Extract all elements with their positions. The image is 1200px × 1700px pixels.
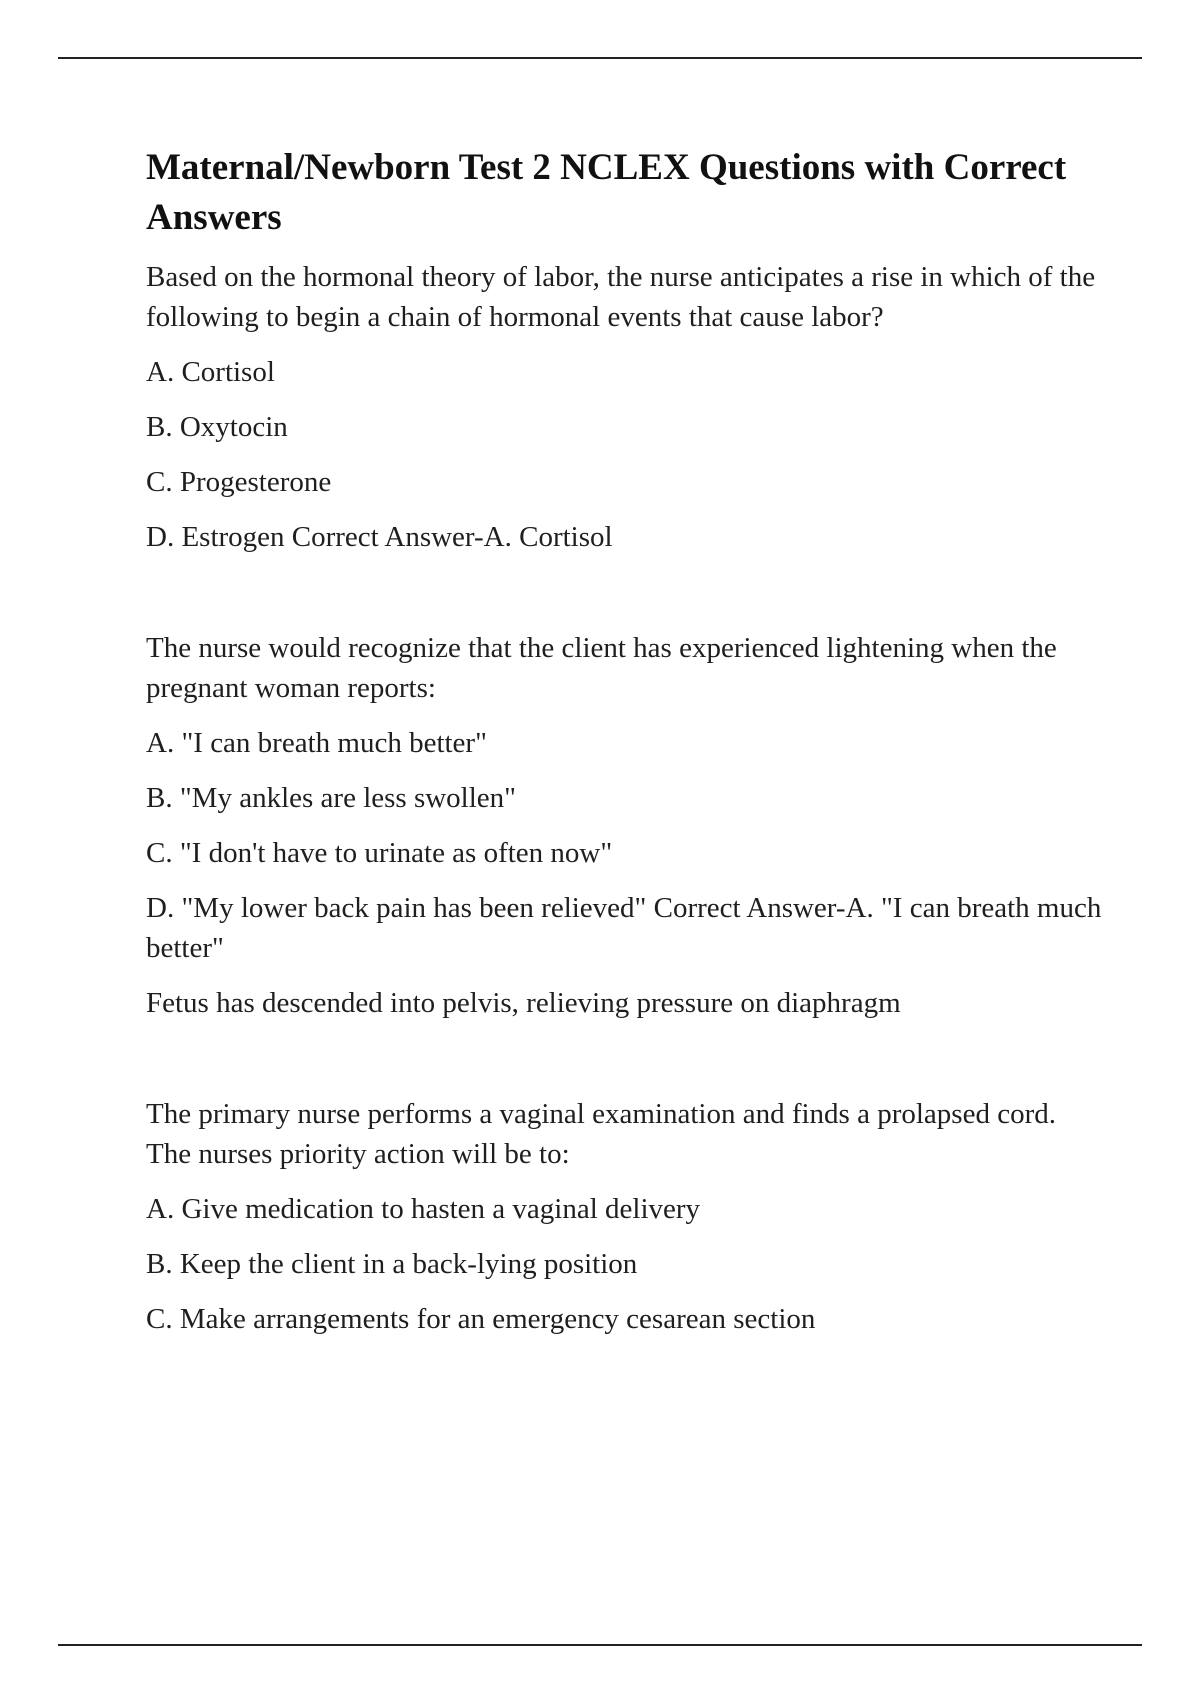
answer-option: A. "I can breath much better" xyxy=(146,727,487,759)
question-stem: The nurse would recognize that the client has experienced lightening when the pregnant woman reports: xyxy=(146,632,1057,704)
top-divider xyxy=(58,57,1142,59)
question-stem: The primary nurse performs a vaginal examination and finds a prolapsed cord. The nurses priority action will be to: xyxy=(146,1098,1056,1170)
bottom-divider xyxy=(58,1644,1142,1646)
question-3 xyxy=(146,1094,1106,1339)
answer-option: D. "My lower back pain has been relieved" Correct Answer-A. "I can breath much better" xyxy=(146,892,1102,964)
answer-rationale: Fetus has descended into pelvis, relieving pressure on diaphragm xyxy=(146,987,901,1019)
question-spacer xyxy=(146,1038,1106,1094)
answer-option: C. Make arrangements for an emergency cesarean section xyxy=(146,1303,816,1335)
answer-option: A. Give medication to hasten a vaginal delivery xyxy=(146,1193,701,1225)
question-1 xyxy=(146,257,1106,557)
answer-option: B. "My ankles are less swollen" xyxy=(146,782,517,814)
document-title: Maternal/Newborn Test 2 NCLEX Questions with Correct Answers xyxy=(146,147,1067,238)
answer-option: B. Keep the client in a back-lying position xyxy=(146,1248,638,1280)
document-body xyxy=(146,143,1106,1354)
question-stem: Based on the hormonal theory of labor, the nurse anticipates a rise in which of the following to begin a chain of hormonal events that cause labor? xyxy=(146,261,1096,333)
question-spacer xyxy=(146,572,1106,628)
answer-option: C. Progesterone xyxy=(146,466,332,498)
answer-option: D. Estrogen Correct Answer-A. Cortisol xyxy=(146,521,613,553)
answer-option: B. Oxytocin xyxy=(146,411,288,443)
question-2 xyxy=(146,628,1106,1023)
answer-option: C. "I don't have to urinate as often now" xyxy=(146,837,613,869)
answer-option: A. Cortisol xyxy=(146,356,275,388)
